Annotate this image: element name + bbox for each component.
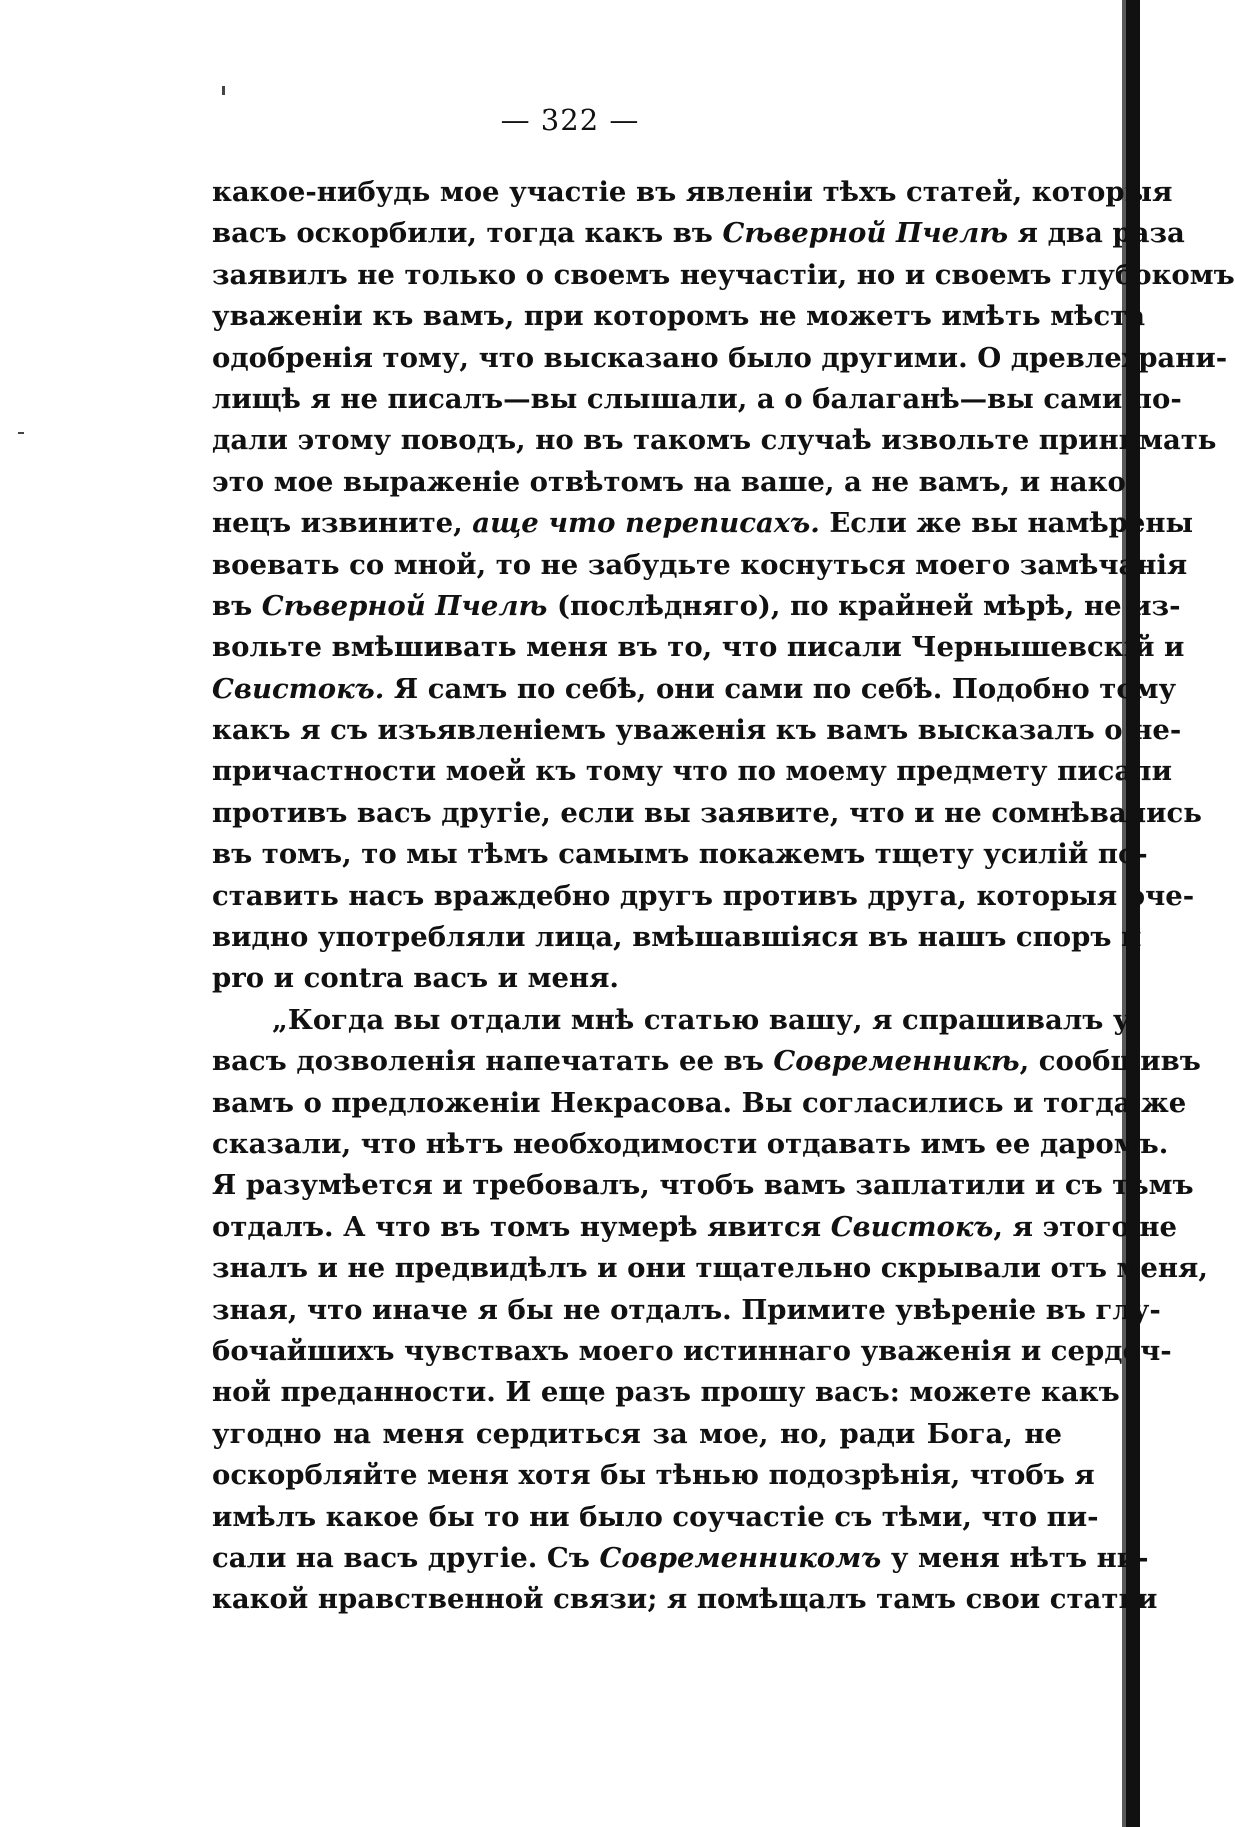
text-line: нецъ извините, аще что переписахъ. Если же вы намѣрены xyxy=(212,507,1194,540)
text-line: Свистокъ. Я самъ по себѣ, они сами по себѣ. Подобно тому xyxy=(212,672,1177,705)
text-line: противъ васъ другіе, если вы заявите, что и не сомнѣвались xyxy=(212,796,1202,829)
italic-title: Свистокъ xyxy=(830,1210,994,1243)
text-line: васъ дозволенія напечатать ее въ Современникѣ, сообщивъ xyxy=(212,1045,1201,1078)
italic-title: Свистокъ. xyxy=(212,672,385,705)
paragraph-end-line: pro и contra васъ и меня. xyxy=(212,962,619,995)
scan-speck xyxy=(18,432,24,434)
paragraph-start-line: „Когда вы отдали мнѣ статью вашу, я спрашивалъ у xyxy=(272,1003,1131,1036)
text-line: это мое выраженіе отвѣтомъ на ваше, а не вамъ, и нако- xyxy=(212,465,1138,498)
text-line: вольте вмѣшивать меня въ то, что писали Чернышевскій и xyxy=(212,631,1185,664)
text-block xyxy=(212,172,1235,1621)
text-line: видно употребляли лица, вмѣшавшіяся въ нашъ споръ и xyxy=(212,921,1142,954)
text-line: ставить насъ враждебно другъ противъ друга, которыя оче- xyxy=(212,879,1195,912)
text-line: воевать со мной, то не забудьте коснуться моего замѣчанія xyxy=(212,548,1188,581)
text-line: одобренія тому, что высказано было другими. О древлехрани- xyxy=(212,341,1228,374)
text-line: заявилъ не только о своемъ неучастіи, но и своемъ глубокомъ xyxy=(212,258,1235,291)
italic-title: Современникѣ xyxy=(773,1045,1020,1078)
text-line: какой нравственной связи; я помѣщалъ тамъ свои статьи xyxy=(212,1583,1158,1616)
text-line: какое-нибудь мое участіе въ явленіи тѣхъ статей, которыя xyxy=(212,176,1173,208)
text-line: угодно на меня сердиться за мое, но, ради Бога, не xyxy=(212,1417,1062,1450)
text-line: васъ оскорбили, тогда какъ въ Сѣверной Пчелѣ я два раза xyxy=(212,217,1185,250)
text-line: бочайшихъ чувствахъ моего истиннаго уваженія и сердеч- xyxy=(212,1334,1172,1367)
scan-speck xyxy=(222,86,225,95)
text-line: ной преданности. И еще разъ прошу васъ: можете какъ xyxy=(212,1376,1120,1409)
text-line: дали этому поводъ, но въ такомъ случаѣ извольте принимать xyxy=(212,424,1217,457)
text-line: въ Сѣверной Пчелѣ (послѣдняго), по крайней мѣрѣ, не из- xyxy=(212,589,1181,622)
text-line: отдалъ. А что въ томъ нумерѣ явится Свистокъ, я этого не xyxy=(212,1210,1177,1243)
text-line: Я разумѣется и требовалъ, чтобъ вамъ заплатили и съ тѣмъ xyxy=(212,1169,1194,1202)
text-line: лищѣ я не писалъ—вы слышали, а о балаганѣ—вы сами по- xyxy=(212,382,1182,415)
text-line: уваженіи къ вамъ, при которомъ не можетъ имѣть мѣста xyxy=(212,300,1146,333)
text-line: зналъ и не предвидѣлъ и они тщательно скрывали отъ меня, xyxy=(212,1252,1208,1285)
italic-title: Современникомъ xyxy=(599,1541,882,1574)
italic-quote: аще что переписахъ. xyxy=(472,507,820,540)
text-line: имѣлъ какое бы то ни было соучастіе съ тѣми, что пи- xyxy=(212,1500,1099,1533)
text-line: въ томъ, то мы тѣмъ самымъ покажемъ тщету усилій по- xyxy=(212,838,1148,871)
text-line: причастности моей къ тому что по моему предмету писали xyxy=(212,755,1172,788)
text-line: сали на васъ другіе. Съ Современникомъ у меня нѣтъ ни- xyxy=(212,1541,1149,1574)
text-line: оскорбляйте меня хотя бы тѣнью подозрѣнія, чтобъ я xyxy=(212,1459,1095,1492)
italic-title: Сѣверной Пчелѣ xyxy=(722,217,1009,250)
text-line: вамъ о предложеніи Некрасова. Вы согласились и тогда же xyxy=(212,1086,1187,1119)
page-number: — 322 — xyxy=(500,103,640,137)
text-line: зная, что иначе я бы не отдалъ. Примите увѣреніе въ глу- xyxy=(212,1293,1161,1326)
text-line: какъ я съ изъявленіемъ уваженія къ вамъ высказалъ о не- xyxy=(212,714,1182,747)
text-line: сказали, что нѣтъ необходимости отдавать имъ ее даромъ. xyxy=(212,1127,1169,1160)
italic-title: Сѣверной Пчелѣ xyxy=(261,589,548,622)
